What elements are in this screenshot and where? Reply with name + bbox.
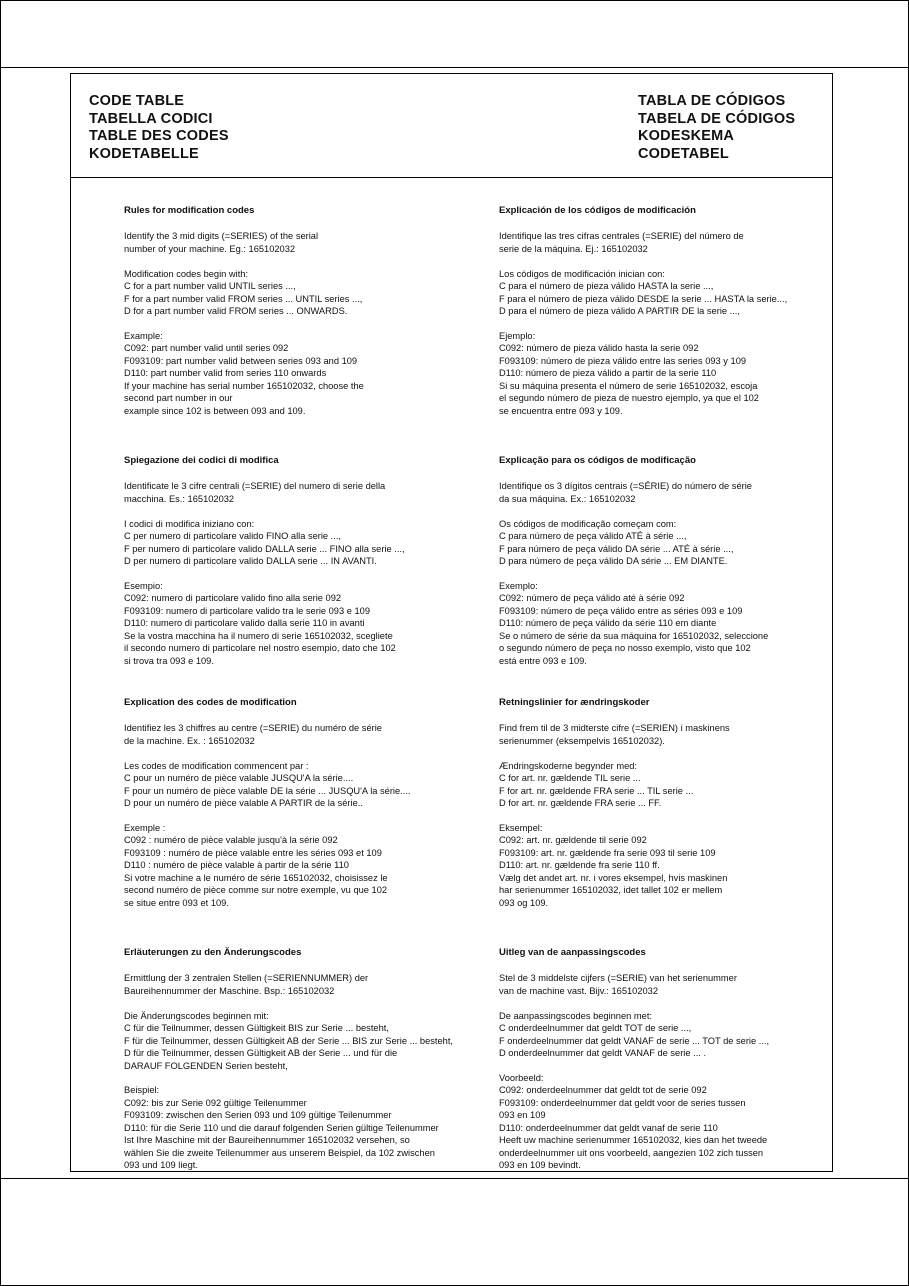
text-line: D pour un numéro de pièce valable A PARTIR de la série.. [124, 798, 363, 809]
text-line: Ejemplo: [499, 330, 536, 341]
paragraph-gap [124, 1072, 464, 1084]
text-line: serienummer (eksempelvis 165102032). [499, 735, 665, 746]
text-line: van de machine vast. Bijv.: 165102032 [499, 985, 659, 996]
text-line: Identificate le 3 cifre centrali (=SERIE) del numero di serie della [124, 481, 386, 492]
text-line: 093 en 109 [499, 1110, 546, 1121]
section-pt [499, 455, 839, 667]
section-nl [499, 947, 839, 1172]
text-line: Eksempel: [499, 822, 543, 833]
title-nl: CODETABEL [638, 145, 729, 162]
text-line: Si su máquina presenta el número de serie 165102032, escoja [499, 380, 758, 391]
titles-left [89, 93, 229, 163]
text-line: Beispiel: [124, 1085, 160, 1096]
text-line: Die Änderungscodes beginnen mit: [124, 1010, 269, 1021]
text-line: C092: bis zur Serie 092 gültige Teilenummer [124, 1097, 307, 1108]
text-line: second numéro de pièce comme sur notre exemple, vu que 102 [124, 885, 388, 896]
text-line: F093109: número de pieza válido entre las series 093 y 109 [499, 355, 747, 366]
text-line: C onderdeelnummer dat geldt TOT de serie ..., [499, 1023, 692, 1034]
text-line: onderdeelnummer uit ons voorbeeld, aangezien 102 zich tussen [499, 1147, 764, 1158]
text-line: second part number in our [124, 393, 233, 404]
text-line: example since 102 is between 093 and 109. [124, 405, 306, 416]
paragraph-gap [124, 568, 464, 580]
text-line: Los códigos de modificación inician con: [499, 268, 665, 279]
text-line: F093109 : numéro de pièce valable entre les séries 093 et 109 [124, 847, 382, 858]
text-line: D110: art. nr. gældende fra serie 110 ff. [499, 860, 660, 871]
text-line: 093 und 109 liegt. [124, 1160, 198, 1171]
paragraph-gap [124, 810, 464, 822]
title-pt: TABELA DE CÓDIGOS [638, 110, 796, 127]
text-line: si trova tra 093 e 109. [124, 655, 214, 666]
text-line: Ist Ihre Maschine mit der Baureihennummer 165102032 versehen, so [124, 1135, 410, 1146]
text-line: se situe entre 093 et 109. [124, 897, 229, 908]
text-line: D110: número de peça válido da série 110 em diante [499, 618, 717, 629]
text-line: D110: für die Serie 110 und die darauf folgenden Serien gültige Teilenummer [124, 1122, 439, 1133]
text-line: D110: onderdeelnummer dat geldt vanaf de serie 110 [499, 1122, 718, 1133]
section-heading: Retningslinier for ændringskoder [499, 697, 650, 708]
section-heading: Explication des codes de modification [124, 697, 297, 708]
title-en: CODE TABLE [89, 93, 185, 109]
section-heading: Explicación de los códigos de modificación [499, 205, 696, 216]
code-table-panel [70, 73, 833, 1172]
text-line: F per numero di particolare valido DALLA serie ... FINO alla serie ..., [124, 543, 405, 554]
text-line: F pour un numéro de pièce valable DE la série ... JUSQU'A la série.... [124, 785, 411, 796]
text-line: Stel de 3 middelste cijfers (=SERIE) van het serienummer [499, 973, 737, 984]
text-line: C092: art. nr. gældende til serie 092 [499, 835, 647, 846]
text-line: D onderdeelnummer dat geldt VANAF de serie ... . [499, 1048, 707, 1059]
section-fr [124, 697, 464, 909]
text-line: C pour un numéro de pièce valable JUSQU'A la série.... [124, 773, 354, 784]
text-line: De aanpassingscodes beginnen met: [499, 1010, 652, 1021]
text-line: F093109: art. nr. gældende fra serie 093 til serie 109 [499, 847, 716, 858]
section-heading: Spiegazione dei codici di modifica [124, 455, 279, 466]
text-line: D110: numero di particolare valido dalla serie 110 in avanti [124, 618, 365, 629]
title-es: TABLA DE CÓDIGOS [638, 93, 786, 109]
text-line: D para número de peça válido DA série ... EM DIANTE. [499, 556, 728, 567]
title-da: KODESKEMA [638, 128, 735, 144]
text-line: F093109: numero di particolare valido tra le serie 093 e 109 [124, 605, 370, 616]
text-line: Baureihennummer der Maschine. Bsp.: 165102032 [124, 985, 335, 996]
text-line: Se o número de série da sua máquina for 165102032, seleccione [499, 630, 769, 641]
text-line: o segundo número de peça no nosso exemplo, visto que 102 [499, 643, 751, 654]
text-line: D for a part number valid FROM series ... ONWARDS. [124, 306, 348, 317]
section-en [124, 205, 464, 417]
text-line: C092 : numéro de pièce valable jusqu'à la série 092 [124, 835, 338, 846]
text-line: Find frem til de 3 midterste cifre (=SERIEN) i maskinens [499, 723, 730, 734]
text-line: D110: part number valid from series 110 onwards [124, 368, 327, 379]
text-line: F093109: part number valid between series 093 and 109 [124, 355, 358, 366]
text-line: el segundo número de pieza de nuestro ejemplo, ya que el 102 [499, 393, 759, 404]
text-line: Modification codes begin with: [124, 268, 249, 279]
paragraph-gap [124, 318, 464, 330]
text-line: Ermittlung der 3 zentralen Stellen (=SERIENNUMMER) der [124, 973, 369, 984]
section-heading: Erläuterungen zu den Änderungscodes [124, 947, 302, 958]
paragraph-gap [499, 505, 839, 517]
text-line: C092: número de pieza válido hasta la serie 092 [499, 343, 699, 354]
titles-right [638, 93, 795, 163]
text-line: D para el número de pieza válido A PARTIR DE la serie ..., [499, 306, 740, 317]
text-line: F for a part number valid FROM series ... UNTIL series ..., [124, 293, 363, 304]
text-line: If your machine has serial number 165102032, choose the [124, 380, 364, 391]
text-line: Exemple : [124, 822, 166, 833]
text-line: C092: onderdeelnummer dat geldt tot de serie 092 [499, 1085, 707, 1096]
text-line: il secondo numero di particolare nel nostro esempio, dato che 102 [124, 643, 396, 654]
text-line: 093 en 109 bevindt. [499, 1160, 581, 1171]
title-fr: TABLE DES CODES [89, 128, 229, 144]
paragraph-gap [499, 810, 839, 822]
text-line: D per numero di particolare valido DALLA serie ... IN AVANTI. [124, 556, 377, 567]
title-it: TABELLA CODICI [89, 110, 213, 127]
text-line: Esempio: [124, 580, 163, 591]
text-line: da sua máquina. Ex.: 165102032 [499, 493, 636, 504]
text-line: C per numero di particolare valido FINO alla serie ..., [124, 531, 342, 542]
section-heading: Rules for modification codes [124, 205, 255, 216]
section-heading: Explicação para os códigos de modificação [499, 455, 696, 466]
text-line: F093109: zwischen den Serien 093 und 109 gültige Teilenummer [124, 1110, 392, 1121]
text-line: Si votre machine a le numéro de série 165102032, choisissez le [124, 872, 388, 883]
paragraph-gap [499, 1060, 839, 1072]
text-line: I codici di modifica iniziano con: [124, 518, 255, 529]
paragraph-gap [499, 997, 839, 1009]
text-line: Heeft uw machine serienummer 165102032, kies dan het tweede [499, 1135, 768, 1146]
paragraph-gap [499, 568, 839, 580]
text-line: C for a part number valid UNTIL series ..., [124, 281, 296, 292]
text-line: D110 : numéro de pièce valable à partir de la série 110 [124, 860, 349, 871]
text-line: se encuentra entre 093 y 109. [499, 405, 623, 416]
header-divider [71, 177, 832, 178]
text-line: D110: número de pieza válido a partir de la serie 110 [499, 368, 717, 379]
paragraph-gap [124, 997, 464, 1009]
text-line: Identifiez les 3 chiffres au centre (=SERIE) du numéro de série [124, 723, 382, 734]
text-line: F für die Teilnummer, dessen Gültigkeit AB der Serie ... BIS zur Serie ... besteht, [124, 1035, 453, 1046]
text-line: 093 og 109. [499, 897, 549, 908]
section-de [124, 947, 464, 1172]
text-line: Ændringskoderne begynder med: [499, 760, 637, 771]
text-line: Les codes de modification commencent par : [124, 760, 309, 771]
text-line: D for art. nr. gældende FRA serie ... FF. [499, 798, 662, 809]
section-heading: Uitleg van de aanpassingscodes [499, 947, 646, 958]
text-line: Os códigos de modificação começam com: [499, 518, 677, 529]
title-de: KODETABELLE [89, 145, 199, 162]
text-line: C for art. nr. gældende TIL serie ... [499, 773, 641, 784]
text-line: F para número de peça válido DA série ... ATÉ à série ..., [499, 543, 734, 554]
text-line: DARAUF FOLGENDEN Serien besteht, [124, 1060, 288, 1071]
text-line: Identifique las tres cifras centrales (=SERIE) del número de [499, 231, 744, 242]
section-da [499, 697, 839, 909]
text-line: Identify the 3 mid digits (=SERIES) of the serial [124, 231, 319, 242]
text-line: Vælg det andet art. nr. i vores eksempel, hvis maskinen [499, 872, 728, 883]
text-line: number of your machine. Eg.: 165102032 [124, 243, 296, 254]
text-line: Exemplo: [499, 580, 538, 591]
text-line: F093109: número de peça válido entre as séries 093 e 109 [499, 605, 743, 616]
paragraph-gap [499, 255, 839, 267]
text-line: wählen Sie die zweite Teilenummer aus unserem Beispiel, da 102 zwischen [124, 1147, 435, 1158]
paragraph-gap [499, 318, 839, 330]
text-line: Identifique os 3 dígitos centrais (=SÉRIE) do número de série [499, 481, 752, 492]
text-line: C092: numero di particolare valido fino alla serie 092 [124, 593, 342, 604]
text-line: C092: número de peça válido até à série 092 [499, 593, 685, 604]
paragraph-gap [124, 747, 464, 759]
text-line: F for art. nr. gældende FRA serie ... TIL serie ... [499, 785, 694, 796]
paragraph-gap [124, 255, 464, 267]
text-line: har serienummer 165102032, idet tallet 102 er mellem [499, 885, 723, 896]
top-rule [0, 67, 909, 68]
text-line: está entre 093 e 109. [499, 655, 587, 666]
paragraph-gap [124, 505, 464, 517]
text-line: D für die Teilnummer, dessen Gültigkeit AB der Serie ... und für die [124, 1048, 398, 1059]
text-line: C für die Teilnummer, dessen Gültigkeit BIS zur Serie ... besteht, [124, 1023, 389, 1034]
text-line: Example: [124, 330, 163, 341]
text-line: C para el número de pieza válido HASTA la serie ..., [499, 281, 714, 292]
text-line: F para el número de pieza válido DESDE la serie ... HASTA la serie..., [499, 293, 788, 304]
text-line: serie de la máquina. Ej.: 165102032 [499, 243, 648, 254]
section-it [124, 455, 464, 667]
text-line: C para número de peça válido ATÉ à série ..., [499, 531, 687, 542]
text-line: C092: part number valid until series 092 [124, 343, 289, 354]
text-line: Se la vostra macchina ha il numero di serie 165102032, scegliete [124, 630, 393, 641]
text-line: de la machine. Ex. : 165102032 [124, 735, 255, 746]
text-line: Voorbeeld: [499, 1072, 544, 1083]
text-line: F onderdeelnummer dat geldt VANAF de serie ... TOT de serie ..., [499, 1035, 770, 1046]
text-line: macchina. Es.: 165102032 [124, 493, 235, 504]
bottom-rule [0, 1178, 909, 1179]
paragraph-gap [499, 747, 839, 759]
text-line: F093109: onderdeelnummer dat geldt voor de series tussen [499, 1097, 746, 1108]
section-es [499, 205, 839, 417]
